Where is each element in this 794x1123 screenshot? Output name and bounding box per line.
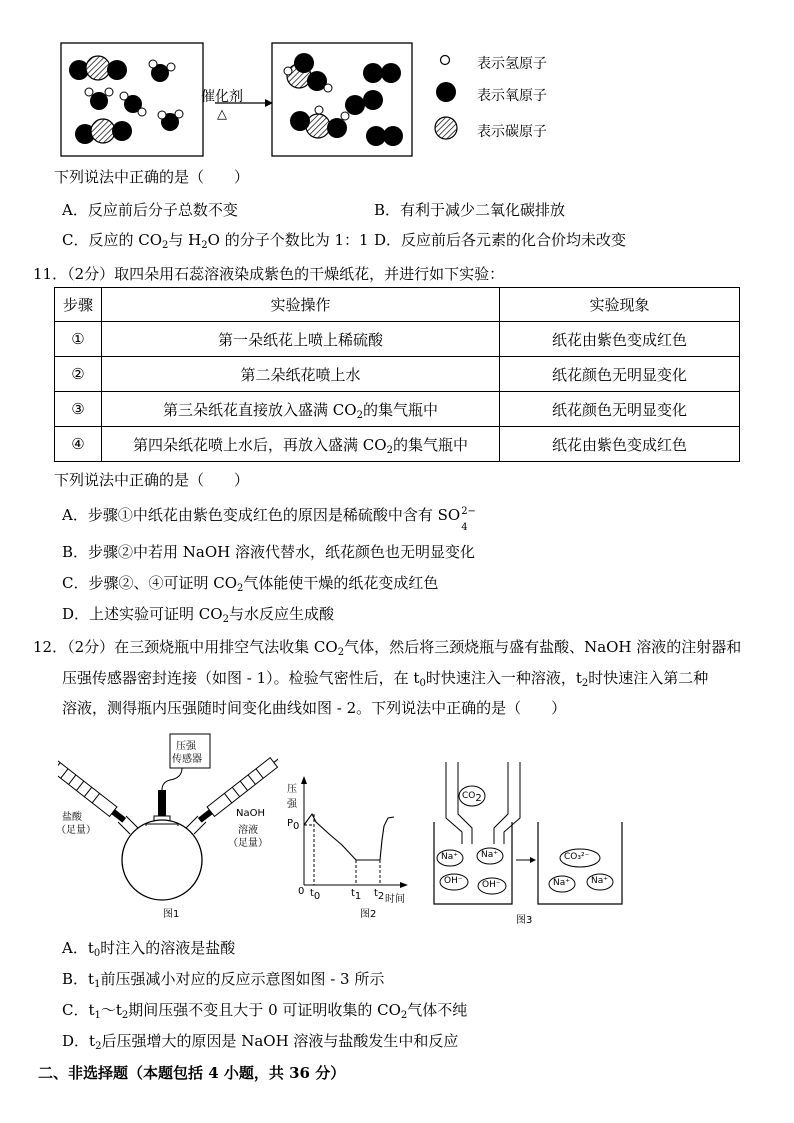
q10-option-a[interactable]: A．反应前后分子总数不变 [62, 201, 238, 219]
co2-molecule-label: $CO_2$ [462, 791, 482, 804]
p0-label: $P_0$ [287, 818, 300, 832]
table-header-row [55, 288, 740, 322]
experiment-table [54, 287, 740, 462]
sensor-label-2: 传感器 [172, 754, 202, 765]
hcl-amount-label: （足量） [56, 825, 96, 836]
section-2-heading: 二、非选择题（本题包括 4 小题，共 36 分） [38, 1064, 346, 1082]
naoh-label: NaOH [236, 808, 265, 819]
hydrogen-legend-icon [441, 56, 450, 65]
t2-label: $t_2$ [374, 888, 385, 902]
y-axis-label-1: 压 [287, 784, 297, 795]
table-header: 步骤 [55, 288, 102, 322]
carbon-legend-icon [435, 117, 457, 139]
q10-option-c[interactable]: C．反应的 $CO_2$与 $H_2O$ 的分子个数比为 1：1 [62, 231, 369, 251]
sensor-label-1: 压强 [176, 741, 196, 752]
na-ion-label: Na⁺ [591, 876, 608, 886]
legend-carbon: 表示碳原子 [477, 124, 547, 140]
oh-ion-label: OH⁻ [444, 876, 463, 886]
oxygen-legend-icon [436, 82, 456, 102]
table-header: 实验现象 [500, 288, 740, 322]
origin-label: 0 [298, 886, 305, 897]
co3-ion-label: CO₃²⁻ [564, 852, 590, 862]
t0-label: $t_0$ [310, 888, 321, 902]
q12-option-a[interactable]: A．$t_0$时注入的溶液是盐酸 [62, 939, 236, 959]
na-ion-label: Na⁺ [481, 850, 498, 860]
legend-oxygen: 表示氧原子 [477, 88, 547, 104]
q12-stem-line2: 压强传感器密封连接（如图 - 1）。检验气密性后，在 $t_0$时快速注入一种溶液，$t_2$时快速注入第二种 [62, 669, 709, 689]
table-row: ① 第一朵纸花上喷上稀硫酸 纸花由紫色变成红色 [55, 322, 740, 357]
figure-2-pressure-graph [290, 770, 430, 900]
na-ion-label: Na⁺ [553, 878, 570, 888]
naoh-amount-label: （足量） [228, 838, 268, 849]
figure-1-caption: 图1 [163, 909, 180, 920]
q11-prompt: 下列说法中正确的是（ ） [54, 471, 250, 489]
q11-option-d[interactable]: D．上述实验可证明 $CO_2$与水反应生成酸 [62, 605, 334, 625]
t1-label: $t_1$ [351, 888, 362, 902]
table-header: 实验操作 [102, 288, 500, 322]
q12-stem-line3: 溶液，测得瓶内压强随时间变化曲线如图 - 2。下列说法中正确的是（ ） [62, 699, 567, 717]
q12-option-c[interactable]: C．$t_1\sim t_2$期间压强不变且大于 0 可证明收集的 $CO_2$气体不纯 [62, 1001, 468, 1021]
catalyst-label: 催化剂 [201, 89, 243, 105]
q12-option-d[interactable]: D．$t_2$后压强增大的原因是 NaOH 溶液与盐酸发生中和反应 [62, 1032, 459, 1052]
na-ion-label: Na⁺ [441, 852, 458, 862]
oh-ion-label: OH⁻ [482, 880, 501, 890]
table-row: ② 第二朵纸花喷上水 纸花颜色无明显变化 [55, 357, 740, 392]
figure-2-caption: 图2 [360, 909, 377, 920]
q12-option-b[interactable]: B．$t_1$前压强减小对应的反应示意图如图 - 3 所示 [62, 970, 385, 990]
legend-hydrogen: 表示氢原子 [477, 56, 547, 72]
q11-stem: 11．（2分）取四朵用石蕊溶液染成紫色的干燥纸花，并进行如下实验： [33, 265, 505, 283]
q10-prompt: 下列说法中正确的是（ ） [54, 168, 250, 186]
q12-stem-line1: 12．（2分）在三颈烧瓶中用排空气法收集 $CO_2$气体，然后将三颈烧瓶与盛有盐酸、NaOH 溶液的注射器和 [33, 638, 742, 658]
naoh-solution-label: 溶液 [238, 825, 258, 836]
y-axis-label-2: 强 [287, 799, 297, 810]
q10-option-b[interactable]: B．有利于减少二氧化碳排放 [374, 201, 566, 219]
q11-option-a[interactable]: A．步骤①中纸花由紫色变成红色的原因是稀硫酸中含有 SO 2− 4 [62, 506, 476, 533]
hcl-label: 盐酸 [62, 812, 82, 823]
q11-option-b[interactable]: B．步骤②中若用 NaOH 溶液代替水，纸花颜色也无明显变化 [62, 543, 476, 561]
time-axis-label: 时间 [385, 894, 405, 905]
q11-option-c[interactable]: C．步骤②、④可证明 $CO_2$气体能使干燥的纸花变成红色 [62, 574, 439, 594]
heat-symbol: △ [217, 107, 227, 122]
figure-3-caption: 图3 [516, 915, 533, 926]
q10-option-d[interactable]: D．反应前后各元素的化合价均未改变 [374, 231, 627, 249]
table-row: ③ 第三朵纸花直接放入盛满 $CO_2$的集气瓶中 纸花颜色无明显变化 [55, 392, 740, 427]
table-row: ④ 第四朵纸花喷上水后，再放入盛满 $CO_2$的集气瓶中 纸花由紫色变成红色 [55, 427, 740, 462]
